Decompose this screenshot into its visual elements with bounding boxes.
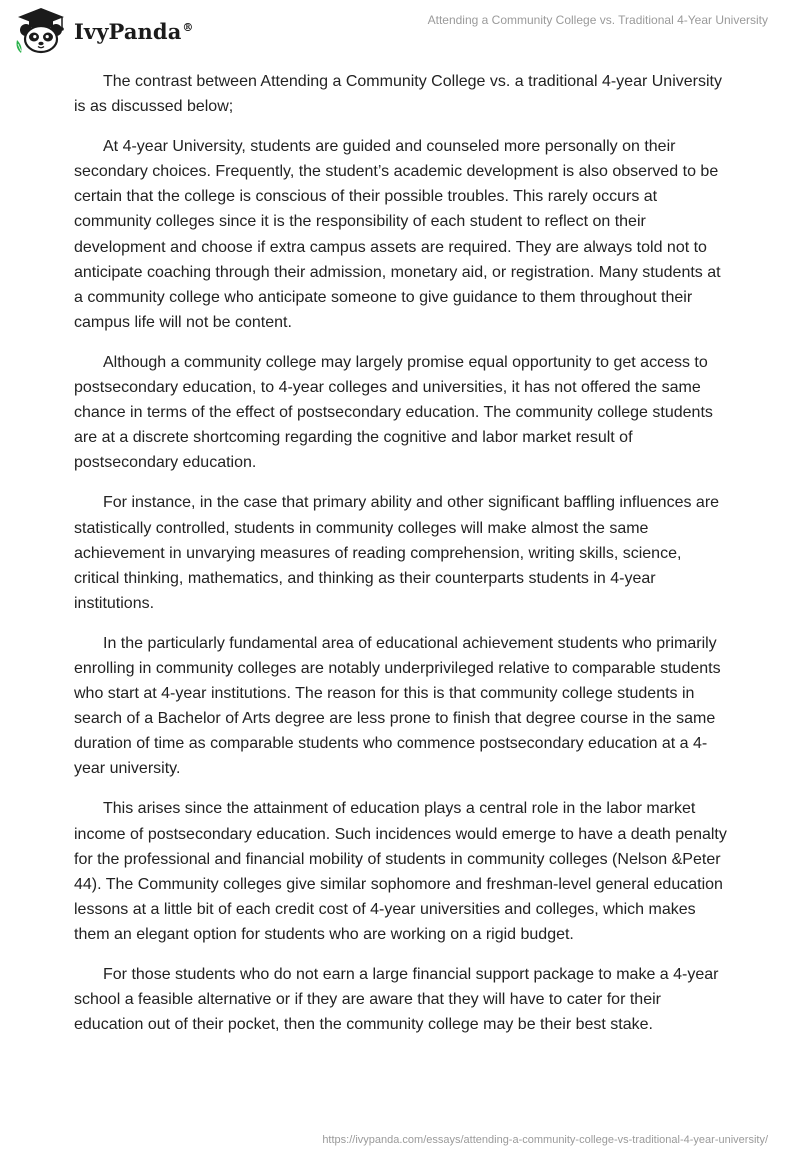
paragraph: Although a community college may largely promise equal opportunity to get access to postsecondary education, to 4-year colleges and universities, it has not offered the same chance in terms of the effect of postsecondary education. The community college students are at a discrete shortcoming regarding the cognitive and labor market result of postsecondary education.: [74, 353, 713, 472]
brand-name: IvyPanda®: [74, 18, 194, 44]
paragraph: At 4-year University, students are guided and counseled more personally on their secondary choices. Frequently, the student’s academic development is also observed to be certain that the college is conscious of their possible troubles. This rarely occurs at community colleges since it is the responsibility of each student to reflect on their development and choose if extra campus assets are required. They are always told not to anticipate coaching through their admission, monetary aid, or registration. Many students at a community college who anticipate someone to give guidance to them throughout their campus life will not be content.: [74, 138, 721, 331]
paragraph: For those students who do not earn a large financial support package to make a 4-year school a feasible alternative or if they are aware that they will have to cater for their education out of their pocket, then the community college may be their best stake.: [74, 966, 719, 1034]
registered-mark: ®: [182, 20, 194, 34]
paragraph: In the particularly fundamental area of educational achievement students who primarily enrolling in community colleges are notably underprivileged relative to comparable students who start at 4-year institutions. The reason for this is that community college students in search of a Bachelor of Arts degree are less prone to finish that degree course in the same duration of time as comparable students who commence postsecondary education at a 4-year university.: [74, 634, 721, 778]
paragraph: This arises since the attainment of education plays a central role in the labor market income of postsecondary education. Such incidences would emerge to have a death penalty for the professional and financial mobility of students in community colleges (Nelson &Peter 44). The Community colleges give similar sophomore and freshman-level general education lessons at a little bit of each credit cost of 4-year universities and colleges, which makes them an elegant option for students who are working on a rigid budget.: [74, 800, 727, 943]
paragraph: For instance, in the case that primary ability and other significant baffling influences are statistically controlled, students in community colleges will make almost the same achievement in unvarying measures of reading comprehension, writing skills, science, critical thinking, mathematics, and thinking as their counterparts students in 4-year institutions.: [74, 494, 720, 612]
page-header: [0, 0, 800, 62]
essay-body: [74, 69, 728, 1052]
source-url-link[interactable]: https://ivypanda.com/essays/attending-a-community-college-vs-traditional-4-year-university/: [322, 1134, 768, 1146]
paragraph-intro: The contrast between Attending a Community College vs. a traditional 4-year University is as discussed below;: [74, 73, 722, 116]
panda-graduation-cap-icon: [12, 6, 70, 56]
ivypanda-logo[interactable]: [12, 6, 194, 56]
document-title: Attending a Community College vs. Traditional 4-Year University: [427, 13, 768, 27]
